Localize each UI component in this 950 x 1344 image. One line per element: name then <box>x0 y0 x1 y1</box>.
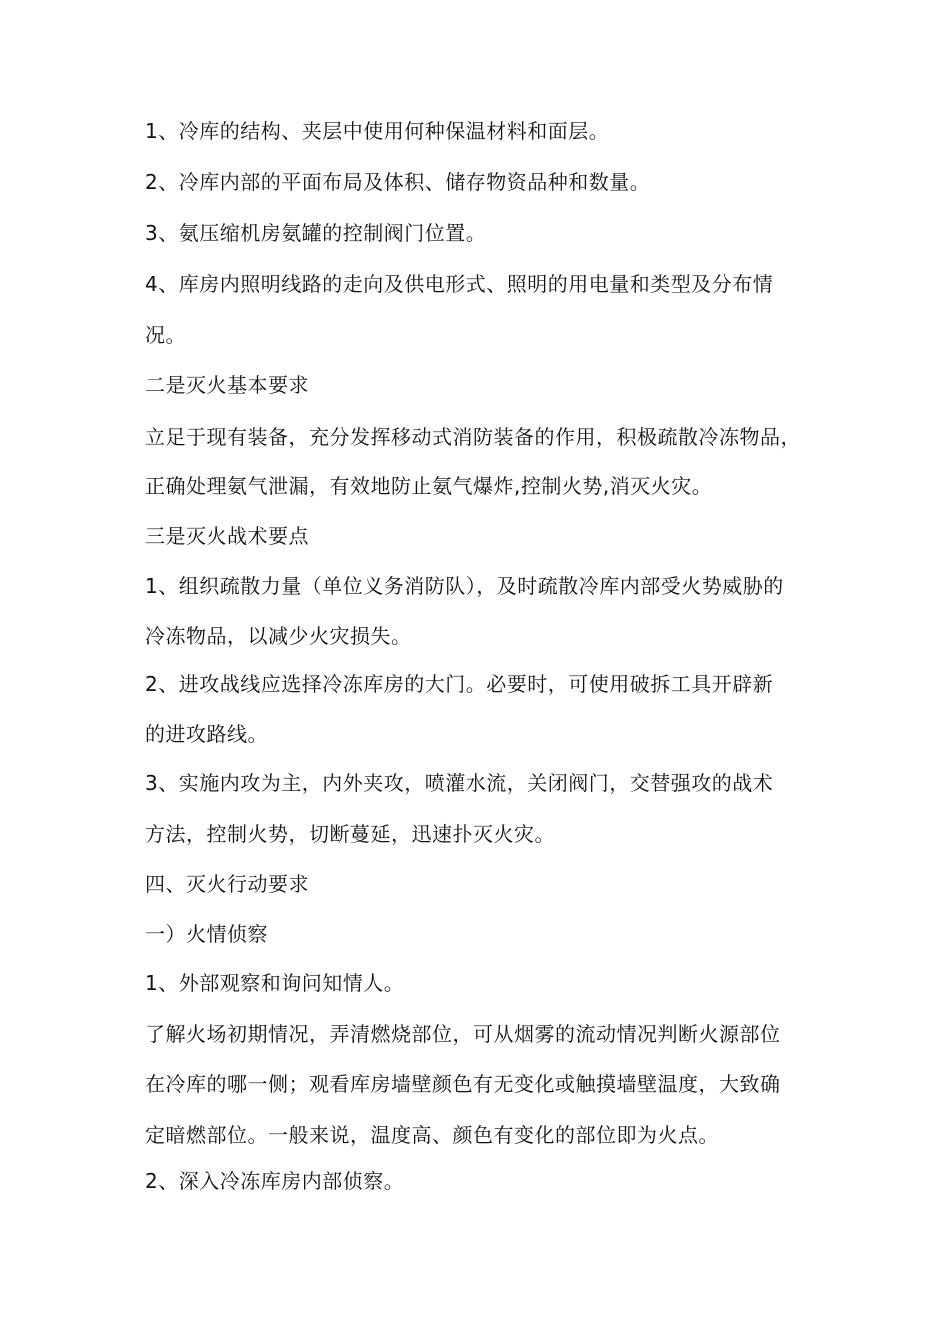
text-line: 1、组织疏散力量（单位义务消防队），及时疏散冷库内部受火势威胁的 <box>145 574 784 598</box>
text-line: 1、冷库的结构、夹层中使用何种保温材料和面层。 <box>145 119 610 143</box>
text-line: 况。 <box>145 323 186 347</box>
text-line: 冷冻物品，以减少火灾损失。 <box>145 624 412 648</box>
text-line: 2、进攻战线应选择冷冻库房的大门。必要时，可使用破拆工具开辟新 <box>145 672 774 696</box>
text-line: 正确处理氨气泄漏，有效地防止氨气爆炸,控制火势,消灭火灾。 <box>145 474 713 498</box>
text-line: 的进攻路线。 <box>145 722 268 746</box>
text-line: 2、冷库内部的平面布局及体积、储存物资品种和数量。 <box>145 170 651 194</box>
text-line: 方法，控制火势，切断蔓延，迅速扑灭火灾。 <box>145 822 555 846</box>
text-line: 2、深入冷冻库房内部侦察。 <box>145 1169 405 1193</box>
text-line: 4、库房内照明线路的走向及供电形式、照明的用电量和类型及分布情 <box>145 272 774 296</box>
text-line: 3、实施内攻为主，内外夹攻，喷灌水流，关闭阀门，交替强攻的战术 <box>145 771 774 795</box>
text-line: 立足于现有装备，充分发挥移动式消防装备的作用，积极疏散冷冻物品， <box>145 425 801 449</box>
text-line: 定暗燃部位。一般来说，温度高、颜色有变化的部位即为火点。 <box>145 1123 719 1147</box>
section-heading: 三是灭火战术要点 <box>145 524 309 548</box>
text-line: 1、外部观察和询问知情人。 <box>145 971 405 995</box>
text-line: 在冷库的哪一侧；观看库房墙壁颜色有无变化或触摸墙壁温度，大致确 <box>145 1072 781 1096</box>
section-heading: 四、灭火行动要求 <box>145 872 309 896</box>
section-heading: 二是灭火基本要求 <box>145 373 309 397</box>
text-line: 3、氨压缩机房氨罐的控制阀门位置。 <box>145 221 487 245</box>
text-line: 了解火场初期情况，弄清燃烧部位，可从烟雾的流动情况判断火源部位 <box>145 1022 781 1046</box>
subsection-heading: 一）火情侦察 <box>145 922 268 946</box>
